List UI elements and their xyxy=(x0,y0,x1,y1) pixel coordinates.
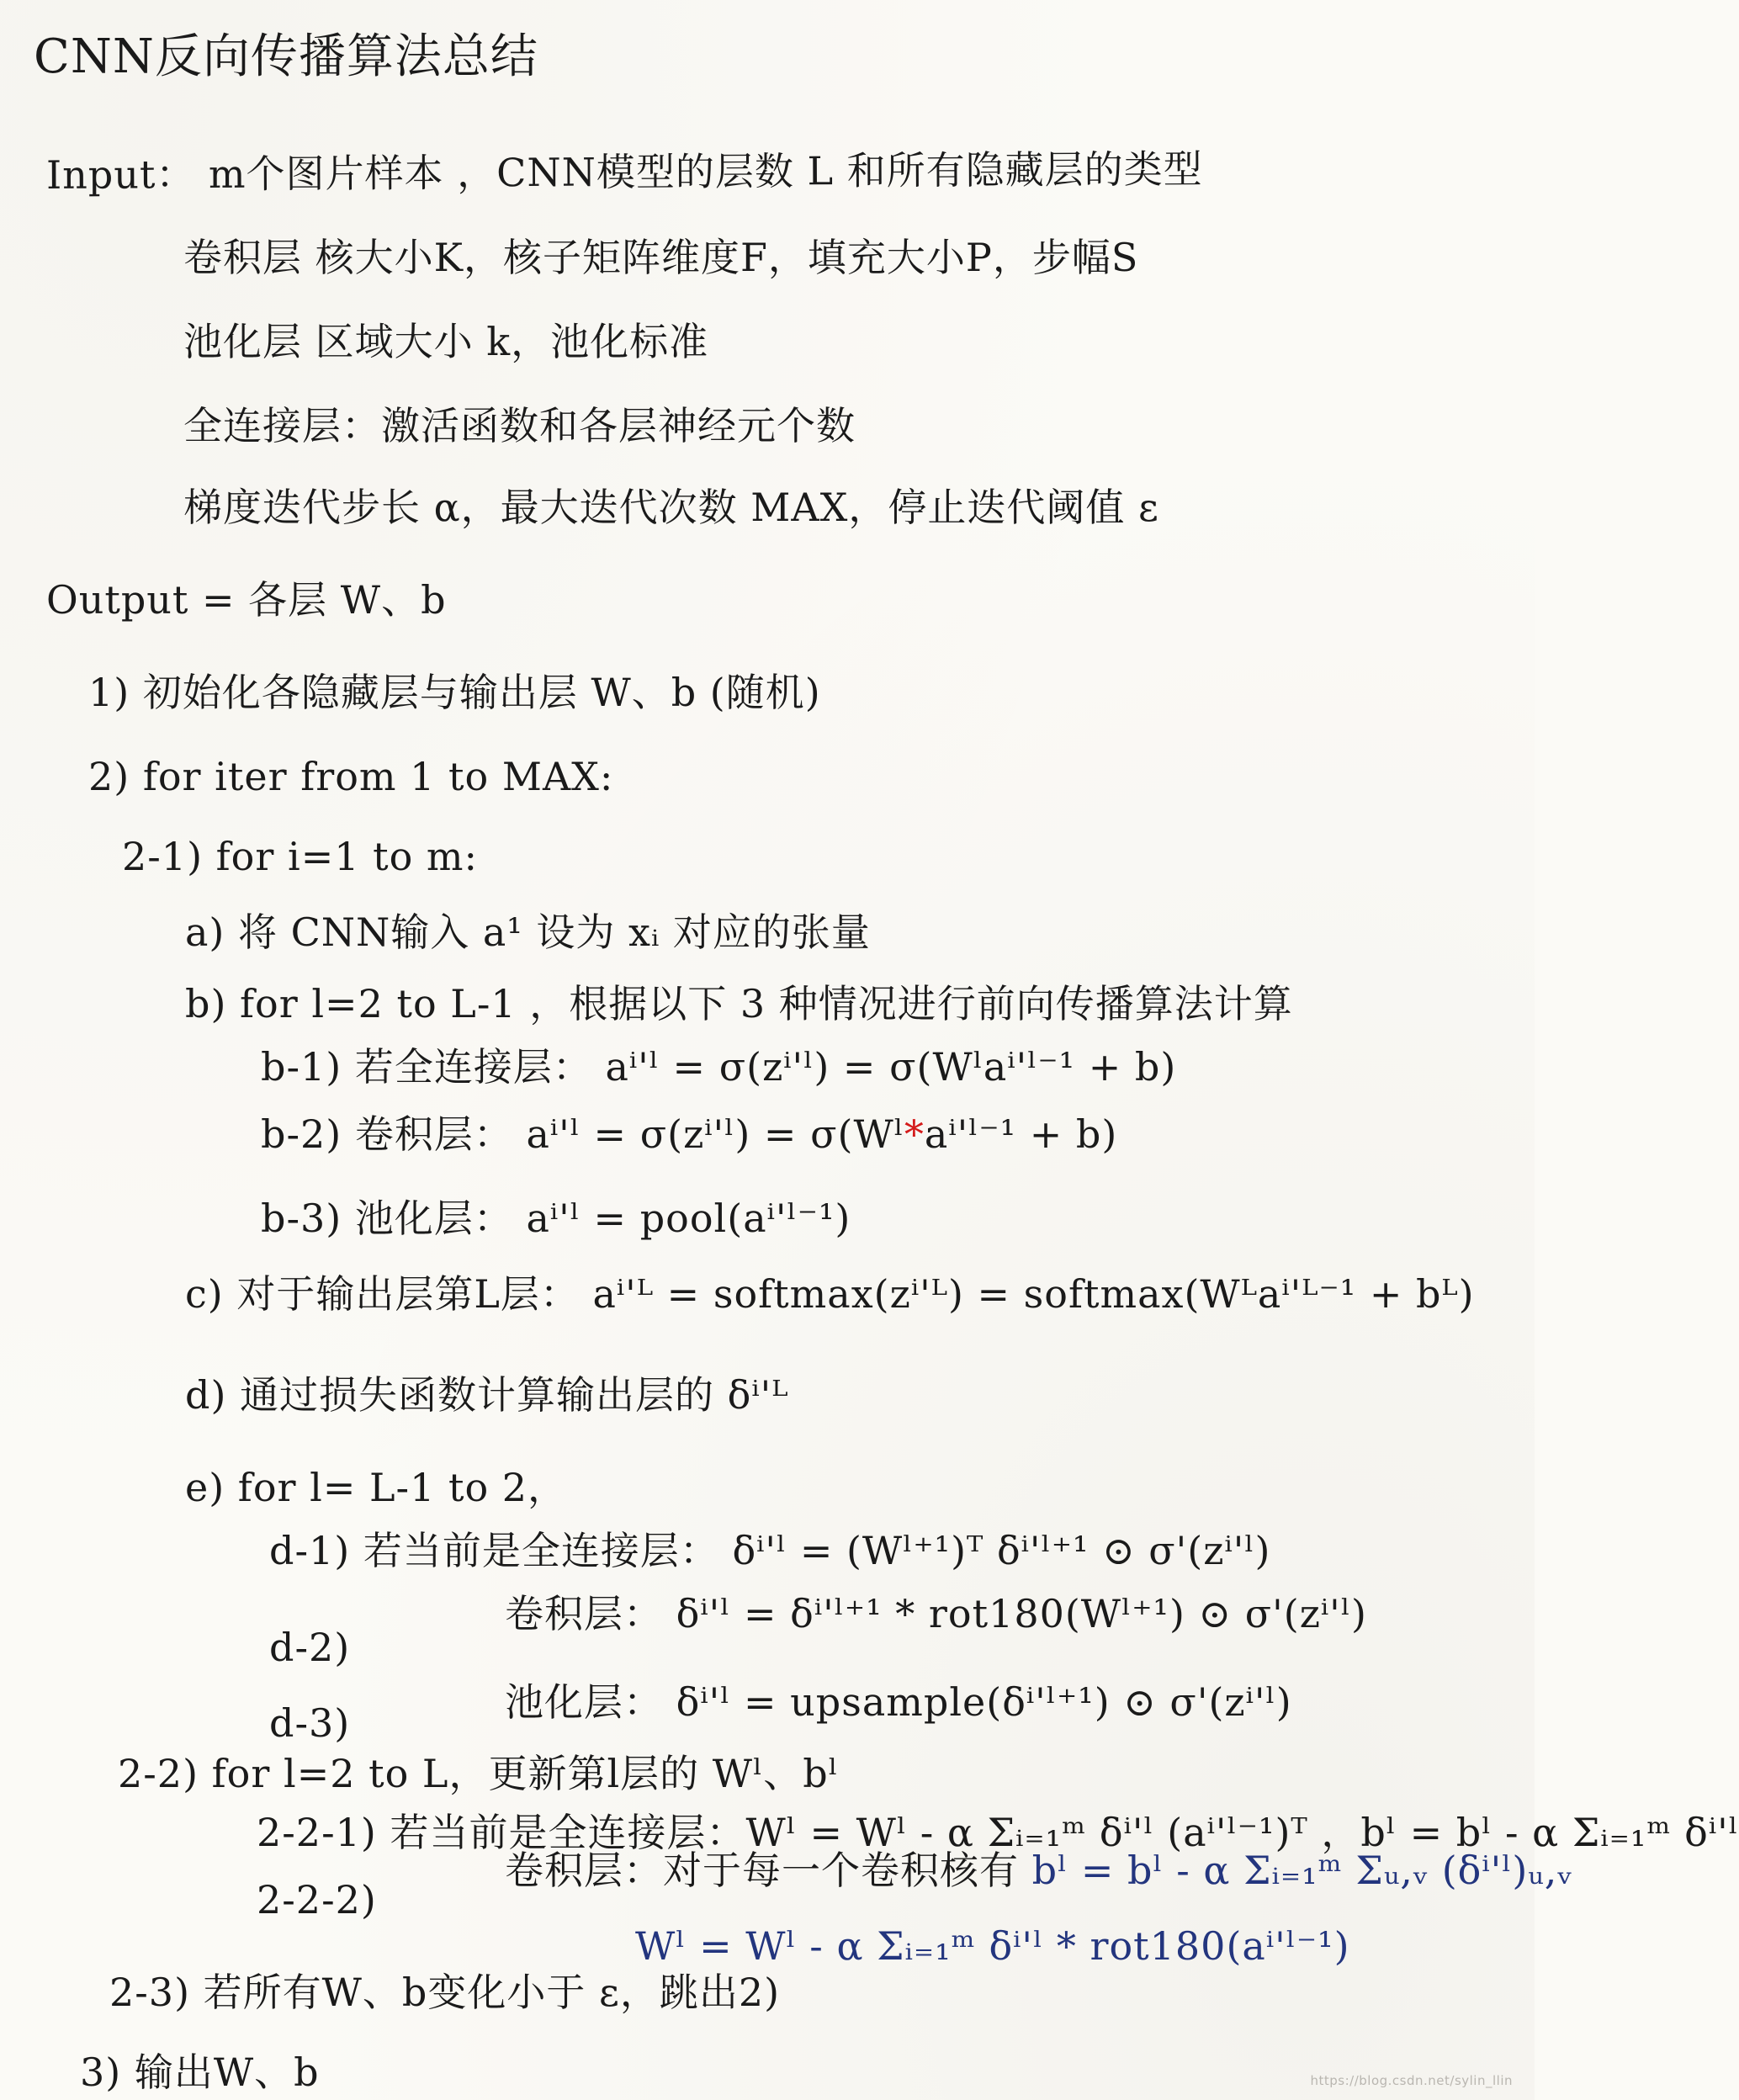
step-line: c) 对于输出层第L层： aⁱ'ᴸ = softmax(zⁱ'ᴸ) = softmax(Wᴸaⁱ'ᴸ⁻¹ + bᴸ) xyxy=(185,1271,1475,1317)
input-line: 池化层 区域大小 k，池化标准 xyxy=(183,319,709,364)
step-line: 3) 输出W、b xyxy=(80,2050,320,2095)
input-line: Input： m个图片样本 ，CNN模型的层数 L 和所有隐藏层的类型 xyxy=(45,146,1203,198)
step-text: b-2) 卷积层： aⁱ'ˡ = σ(zⁱ'ˡ) = σ(Wˡ xyxy=(261,1111,904,1157)
step-line: 池化层： δⁱ'ˡ = upsample(δⁱ'ˡ⁺¹) ⊙ σ'(zⁱ'ˡ) xyxy=(505,1679,1292,1725)
step-line: 2) for iter from 1 to MAX: xyxy=(88,754,614,799)
page-title: CNN反向传播算法总结 xyxy=(34,29,538,84)
step-label: d-2) xyxy=(269,1625,351,1670)
step-line xyxy=(505,1848,1573,1893)
step-label: 2-2-2) xyxy=(257,1877,377,1922)
input-line: 梯度迭代步长 α，最大迭代次数 MAX，停止迭代阈值 ε xyxy=(183,485,1159,530)
step-line: 2-1) for i=1 to m: xyxy=(122,834,479,879)
step-line: d-1) 若当前是全连接层： δⁱ'ˡ = (Wˡ⁺¹)ᵀ δⁱ'ˡ⁺¹ ⊙ σ'(zⁱ'ˡ) xyxy=(269,1528,1271,1573)
step-line xyxy=(257,1810,1739,1855)
weight-update-formula: Wˡ = Wˡ - α Σᵢ₌₁ᵐ δⁱ'ˡ * rot180(aⁱ'ˡ⁻¹) xyxy=(635,1923,1350,1969)
step-line: a) 将 CNN输入 a¹ 设为 xᵢ 对应的张量 xyxy=(185,909,871,955)
watermark: https://blog.csdn.net/sylin_llin xyxy=(1310,2073,1513,2088)
input-line: 全连接层：激活函数和各层神经元个数 xyxy=(183,403,856,448)
step-line: 卷积层： δⁱ'ˡ = δⁱ'ˡ⁺¹ * rot180(Wˡ⁺¹) ⊙ σ'(zⁱ'ˡ) xyxy=(505,1591,1367,1636)
bias-update-formula: bˡ = bˡ - α Σᵢ₌₁ᵐ Σᵤ,ᵥ (δⁱ'ˡ)ᵤ,ᵥ xyxy=(1031,1848,1573,1893)
step-line: 1) 初始化各隐藏层与输出层 W、b (随机) xyxy=(88,670,821,715)
output-line: Output = 各层 W、b xyxy=(46,577,447,623)
step-line: b-3) 池化层： aⁱ'ˡ = pool(aⁱ'ˡ⁻¹) xyxy=(261,1196,851,1241)
step-text: 2-2-1) 若当前是全连接层：Wˡ = Wˡ - α Σᵢ₌₁ᵐ δⁱ'ˡ (aⁱ'ˡ⁻¹)ᵀ ，bˡ = bˡ - α Σᵢ₌₁ᵐ δⁱ'ˡ xyxy=(257,1810,1739,1855)
step-line: b-1) 若全连接层： aⁱ'ˡ = σ(zⁱ'ˡ) = σ(Wˡaⁱ'ˡ⁻¹ + b) xyxy=(261,1044,1177,1090)
step-line xyxy=(261,1111,1118,1157)
step-label: d-3) xyxy=(269,1700,351,1746)
input-line: 卷积层 核大小K，核子矩阵维度F，填充大小P，步幅S xyxy=(183,235,1139,280)
step-line: 2-2) for l=2 to L，更新第l层的 Wˡ、bˡ xyxy=(118,1751,839,1796)
step-line: b) for l=2 to L-1 ，根据以下 3 种情况进行前向传播算法计算 xyxy=(185,981,1293,1026)
step-text: 卷积层：对于每一个卷积核有 xyxy=(505,1848,1019,1893)
step-line: 2-3) 若所有W、b变化小于 ε，跳出2) xyxy=(109,1970,781,2015)
step-line: e) for l= L-1 to 2， xyxy=(185,1465,568,1510)
step-text: aⁱ'ˡ⁻¹ + b) xyxy=(924,1111,1118,1157)
convolution-star-mark: * xyxy=(904,1111,925,1157)
step-line: d) 通过损失函数计算输出层的 δⁱ'ᴸ xyxy=(185,1372,789,1418)
